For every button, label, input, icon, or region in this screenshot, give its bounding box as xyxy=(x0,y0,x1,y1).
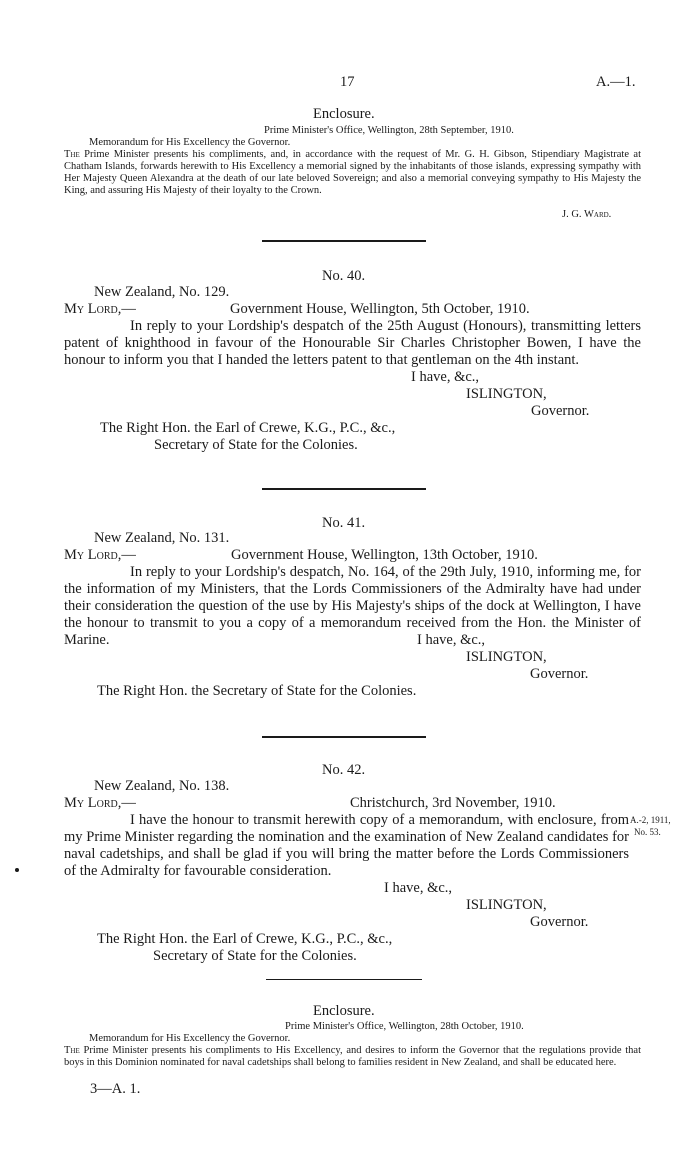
nz-reference: New Zealand, No. 138. xyxy=(94,778,230,794)
page-number: 17 xyxy=(340,74,355,90)
sheet-mark: 3—A. 1. xyxy=(90,1081,141,1097)
print-speck xyxy=(15,868,19,872)
closing: I have, &c., xyxy=(411,369,480,385)
addressee: The Right Hon. the Secretary of State for the Colonies. xyxy=(97,683,417,699)
addressee: The Right Hon. the Earl of Crewe, K.G., P.C., &c., xyxy=(100,420,396,436)
letter-heading: No. 40. xyxy=(322,268,366,284)
addressee: The Right Hon. the Earl of Crewe, K.G., P.C., &c., xyxy=(97,931,393,947)
section-divider xyxy=(262,736,426,738)
letter-dateline: Government House, Wellington, 13th October, 1910. xyxy=(231,547,538,563)
signer: ISLINGTON, xyxy=(466,386,547,402)
salutation: My Lord,— xyxy=(64,795,136,811)
letter-body: In reply to your Lordship's despatch, No. 164, of the 29th July, 1910, informing me, for the information of my Ministers, that the Lords Commissioners of the Admiralty have had under their consideration the question of the use by His Majesty's ships of the dock at Wellington, I have the honour to transmit to you a copy of a memorandum received from the Hon. the Minister of Marine. xyxy=(64,564,641,648)
signer-title: Governor. xyxy=(530,666,589,682)
section-divider xyxy=(262,240,426,242)
margin-reference: A.-2, 1911, xyxy=(630,815,671,825)
enclosure-signature: J. G. Ward. xyxy=(562,209,612,220)
signer: ISLINGTON, xyxy=(466,649,547,665)
nz-reference: New Zealand, No. 131. xyxy=(94,530,230,546)
document-ref: A.—1. xyxy=(596,74,636,90)
closing: I have, &c., xyxy=(384,880,453,896)
enclosure-title: Enclosure. xyxy=(313,1003,375,1019)
enclosure-body: The Prime Minister presents his compliments, and, in accordance with the request of Mr. G. H. Gibson, Stipendiary Magistrate at Chatham Islands, forwards herewith to His Excellency a memorial signed by the inhabitants of those islands, expressing sympathy with Her Majesty Queen Alexandra at the death of our late beloved Sovereign; and also a memorial conveying sympathy to His Majesty the King, and assuring His Majesty of their loyalty to the Crown. xyxy=(64,149,641,196)
letter-dateline: Christchurch, 3rd November, 1910. xyxy=(350,795,556,811)
signer-title: Governor. xyxy=(530,914,589,930)
addressee-office: Secretary of State for the Colonies. xyxy=(154,437,358,453)
letter-body: I have the honour to transmit herewith copy of a memorandum, with enclosure, from my Prime Minister regarding the nomination and the examination of New Zealand candidates for naval cadetships, and shall be glad if you will bring the matter before the Lords Commissioners of the Admiralty for favourable consideration. xyxy=(64,812,629,879)
enclosure-dateline: Prime Minister's Office, Wellington, 28th September, 1910. xyxy=(264,125,514,136)
signer: ISLINGTON, xyxy=(466,897,547,913)
closing: I have, &c., xyxy=(417,632,486,648)
enclosure-body: The Prime Minister presents his compliments to His Excellency, and desires to inform the Governor that the regulations provide that boys in this Dominion nominated for naval cadetships shall belong to families resident in New Zealand, and shall be educated here. xyxy=(64,1045,641,1068)
enclosure-dateline: Prime Minister's Office, Wellington, 28th October, 1910. xyxy=(285,1021,524,1032)
salutation: My Lord,— xyxy=(64,547,136,563)
margin-reference: No. 53. xyxy=(634,827,661,837)
section-divider xyxy=(266,979,422,980)
salutation: My Lord,— xyxy=(64,301,136,317)
letter-dateline: Government House, Wellington, 5th October, 1910. xyxy=(230,301,530,317)
letter-heading: No. 42. xyxy=(322,762,366,778)
signer-title: Governor. xyxy=(531,403,590,419)
memo-heading: Memorandum for His Excellency the Governor. xyxy=(89,137,291,148)
enclosure-title: Enclosure. xyxy=(313,106,375,122)
section-divider xyxy=(262,488,426,490)
addressee-office: Secretary of State for the Colonies. xyxy=(153,948,357,964)
nz-reference: New Zealand, No. 129. xyxy=(94,284,230,300)
letter-body: In reply to your Lordship's despatch of the 25th August (Honours), transmitting letters patent of knighthood in favour of the Honourable Sir Charles Christopher Bowen, I have the honour to inform you that I handed the letters patent to that gentleman on the 4th instant. xyxy=(64,318,641,368)
letter-heading: No. 41. xyxy=(322,515,366,531)
memo-heading: Memorandum for His Excellency the Governor. xyxy=(89,1033,291,1044)
